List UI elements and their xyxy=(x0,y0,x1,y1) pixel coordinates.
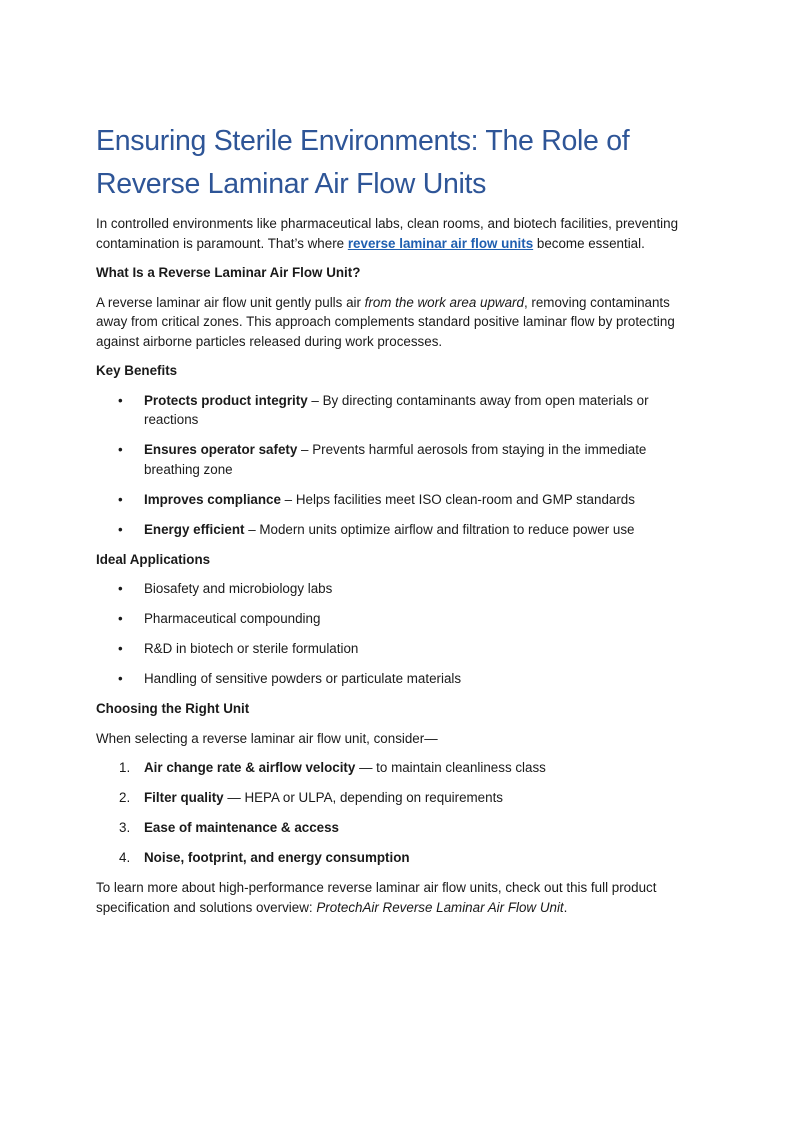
criterion-text: — to maintain cleanliness class xyxy=(355,760,546,775)
benefits-list xyxy=(96,391,696,540)
bullet-marker: • xyxy=(118,521,123,537)
bullet-marker: • xyxy=(118,442,123,457)
criterion-title: Ease of maintenance & access xyxy=(144,820,340,835)
bullet-marker: • xyxy=(118,581,123,596)
product-name: ProtechAir Reverse Laminar Air Flow Unit xyxy=(316,899,564,915)
criterion-title: Air change rate & airflow velocity xyxy=(144,760,356,775)
closing-text-before: To learn more about high-performance reverse laminar air flow units, check out this full product specification and solutions overview: xyxy=(96,880,657,915)
list-item xyxy=(96,639,696,659)
list-item xyxy=(96,609,696,629)
benefit-title: Protects product integrity xyxy=(144,392,308,408)
application-text: Pharmaceutical compounding xyxy=(144,611,321,626)
applications-list xyxy=(96,579,696,689)
number-marker: 3. xyxy=(119,820,131,835)
document-title: Ensuring Sterile Environments: The Role of Reverse Laminar Air Flow Units xyxy=(96,125,630,200)
benefit-title: Energy efficient xyxy=(144,521,245,537)
benefit-text: – Prevents harmful aerosols from staying in the immediate breathing zone xyxy=(144,442,647,477)
what-is-paragraph xyxy=(96,293,696,352)
application-text: Biosafety and microbiology labs xyxy=(144,581,333,596)
list-item xyxy=(96,579,696,599)
benefit-text: – Modern units optimize airflow and filtration to reduce power use xyxy=(244,521,635,537)
section-heading-what-is: What Is a Reverse Laminar Air Flow Unit? xyxy=(96,265,361,280)
section-heading-applications: Ideal Applications xyxy=(96,551,211,567)
bullet-marker: • xyxy=(118,671,123,686)
benefit-title: Ensures operator safety xyxy=(144,442,298,457)
number-marker: 4. xyxy=(119,850,131,865)
choosing-intro: When selecting a reverse laminar air flow unit, consider— xyxy=(96,730,438,746)
what-is-text-before: A reverse laminar air flow unit gently pulls air xyxy=(96,294,365,310)
intro-text-after: become essential. xyxy=(533,235,645,251)
what-is-text-after: , removing contaminants away from critical zones. This approach complements standard positive laminar flow by protecting against airborne particles released during work processes. xyxy=(96,294,675,349)
intro-text-before: In controlled environments like pharmaceutical labs, clean rooms, and biotech facilities, preventing contamination is paramount. That’s where xyxy=(96,216,679,251)
application-text: Handling of sensitive powders or particulate materials xyxy=(144,671,462,686)
benefit-text: – Helps facilities meet ISO clean-room and GMP standards xyxy=(280,491,635,507)
number-marker: 2. xyxy=(119,790,131,805)
section-heading-choosing: Choosing the Right Unit xyxy=(96,701,250,716)
benefit-text: – By directing contaminants away from open materials or reactions xyxy=(144,392,649,427)
what-is-italic: from the work area upward xyxy=(364,294,524,310)
list-item xyxy=(96,391,696,430)
bullet-marker: • xyxy=(118,641,123,656)
list-item xyxy=(96,848,696,868)
benefit-title: Improves compliance xyxy=(144,491,281,507)
list-item xyxy=(96,669,696,689)
document-page xyxy=(96,120,696,927)
list-item xyxy=(96,788,696,808)
list-item xyxy=(96,758,696,778)
application-text: R&D in biotech or sterile formulation xyxy=(144,641,359,656)
section-heading-key-benefits: Key Benefits xyxy=(96,363,178,378)
criterion-title: Filter quality xyxy=(144,790,224,805)
list-item xyxy=(96,490,696,510)
intro-paragraph xyxy=(96,214,696,253)
number-marker: 1. xyxy=(119,760,131,775)
closing-text-after: . xyxy=(563,899,568,915)
bullet-marker: • xyxy=(118,392,123,408)
criterion-title: Noise, footprint, and energy consumption xyxy=(144,850,410,865)
bullet-marker: • xyxy=(118,611,123,626)
list-item xyxy=(96,520,696,540)
bullet-marker: • xyxy=(118,491,123,507)
list-item xyxy=(96,440,696,479)
closing-paragraph xyxy=(96,878,696,917)
reverse-laminar-link[interactable]: reverse laminar air flow units xyxy=(347,235,534,251)
choosing-list xyxy=(96,758,696,868)
criterion-text: — HEPA or ULPA, depending on requirements xyxy=(223,790,503,805)
list-item xyxy=(96,818,696,838)
